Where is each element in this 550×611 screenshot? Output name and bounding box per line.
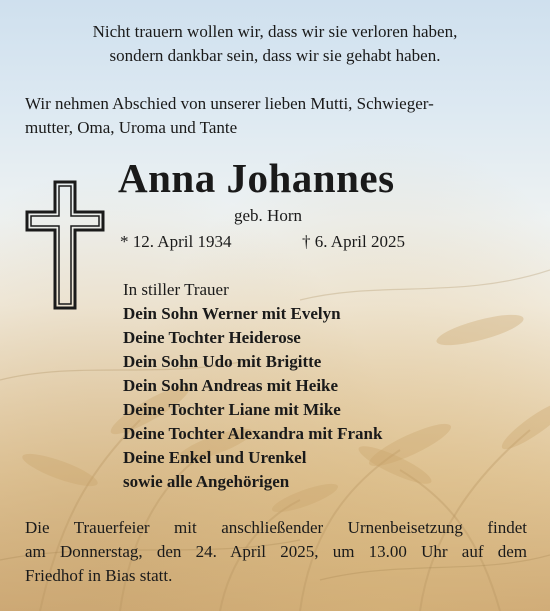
maiden-name: geb. Horn — [234, 206, 302, 225]
mourner-line: Deine Tochter Alexandra mit Frank — [123, 424, 383, 443]
intro-line-2: sondern dankbar sein, dass wir sie gehabt haben. — [109, 46, 441, 65]
mourning-intro: In stiller Trauer — [123, 280, 229, 299]
farewell-line-2: mutter, Oma, Uroma und Tante — [25, 118, 238, 137]
mourner-line: Dein Sohn Andreas mit Heike — [123, 376, 339, 395]
mourner-line: Dein Sohn Udo mit Brigitte — [123, 352, 322, 371]
mourner-line: sowie alle Angehörigen — [123, 472, 290, 491]
farewell-line-1: Wir nehmen Abschied von unserer lieben Mutti, Schwieger- — [25, 94, 434, 113]
latin-cross-icon — [25, 180, 105, 310]
ceremony-line-3: Friedhof in Bias statt. — [25, 566, 173, 585]
ceremony-line-2: am Donnerstag, den 24. April 2025, um 13.00 Uhr auf dem — [25, 542, 527, 561]
deceased-name: Anna Johannes — [118, 155, 395, 201]
intro-line-1: Nicht trauern wollen wir, dass wir sie verloren haben, — [92, 22, 458, 41]
mourner-line: Deine Tochter Heiderose — [123, 328, 301, 347]
mourner-line: Deine Tochter Liane mit Mike — [123, 400, 341, 419]
mourner-line: Dein Sohn Werner mit Evelyn — [123, 304, 341, 323]
death-date: † 6. April 2025 — [302, 232, 405, 251]
ceremony-line-1: Die Trauerfeier mit anschließender Urnenbeisetzung findet — [25, 518, 527, 537]
birth-date: * 12. April 1934 — [120, 232, 232, 251]
mourner-line: Deine Enkel und Urenkel — [123, 448, 307, 467]
